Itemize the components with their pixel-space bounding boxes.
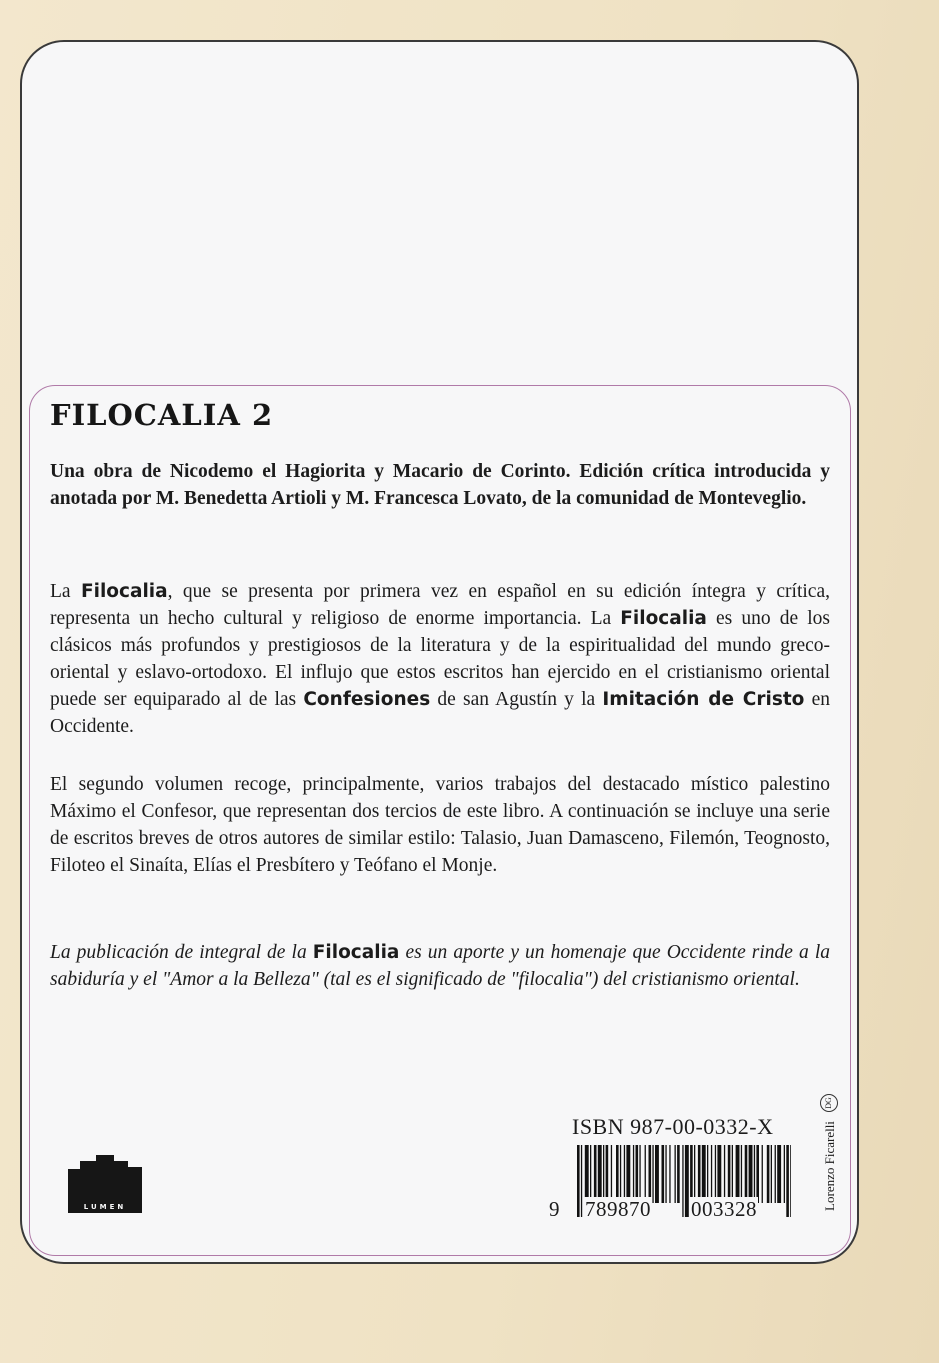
cover-credit [818, 1094, 842, 1218]
barcode-bar [767, 1145, 770, 1203]
barcode-bar [655, 1145, 659, 1203]
barcode-bar [590, 1145, 591, 1203]
barcode-bar [771, 1145, 772, 1203]
barcode-bar [724, 1145, 725, 1203]
barcode-bar [649, 1145, 652, 1203]
p1-text-2: , que se presenta por primera vez en español en su edición íntegra y crítica, representa un hecho cultural y religioso de enorme importancia. La [50, 581, 830, 629]
p1-text-4: de san Agustín y la [430, 689, 603, 710]
barcode-bar [732, 1145, 733, 1203]
barcode-bar [694, 1145, 695, 1203]
barcode-bar [784, 1145, 785, 1203]
lumen-logo-text: LUMEN [83, 1203, 127, 1211]
barcode-bar [677, 1145, 680, 1203]
barcode-bar [754, 1145, 755, 1203]
barcode-bar [736, 1145, 740, 1203]
barcode-bar [717, 1145, 721, 1203]
barcode-bar [775, 1145, 776, 1203]
barcode-bar [652, 1145, 653, 1203]
description-paragraph-3 [50, 939, 830, 993]
barcode-bar [669, 1145, 670, 1203]
credit-mark: DG [820, 1094, 838, 1112]
barcode-bar [626, 1145, 630, 1203]
barcode-bar [611, 1145, 612, 1203]
barcode-bar [633, 1145, 634, 1203]
barcode-bar [645, 1145, 646, 1203]
barcode-bar [711, 1145, 712, 1203]
barcode-digits [548, 1197, 798, 1223]
barcode-bar [662, 1145, 665, 1203]
p3-text-2: es un aporte y un homenaje que Occidente rinde a la sabiduría y el "Amor a la Belleza" (tal es el significado de "filocalia") del cristianismo oriental. [50, 942, 830, 990]
description-paragraph-1 [50, 578, 830, 740]
p1-term-filocalia-2: Filocalia [620, 608, 707, 629]
barcode-bar [762, 1145, 763, 1203]
p1-term-confesiones: Confesiones [303, 689, 431, 710]
p1-text-3: es uno de los clásicos más profundos y prestigiosos de la literatura y de la espiritualidad del mundo greco-oriental y eslavo-ortodoxo. El influjo que estos escritos han ejercido en el cristianismo oriental puede ser equiparado al de las [50, 608, 831, 710]
barcode-bar [585, 1145, 589, 1203]
barcode-bar [603, 1145, 604, 1203]
lumen-publisher-logo [68, 1155, 142, 1213]
barcode-digit-first: 9 [549, 1197, 560, 1221]
cover-designer-credit: Lorenzo Ficarelli [822, 1121, 837, 1211]
barcode-bar [715, 1145, 716, 1203]
barcode-digits-group-1: 789870 [585, 1197, 651, 1221]
barcode-bar [707, 1145, 708, 1203]
barcode-bar [777, 1145, 781, 1203]
barcode-bar [616, 1145, 619, 1203]
description-paragraph-2: El segundo volumen recoge, principalmente, varios trabajos del destacado místico palestino Máximo el Confesor, que representan dos tercios de este libro. A continuación se incluye una serie de escritos breves de otros autores de similar estilo: Talasio, Juan Damasceno, Filemón, Teognosto, Filoteo el Sinaíta, Elías el Presbítero y Teófano el Monje. [50, 774, 830, 876]
isbn-number: ISBN 987-00-0332-X [572, 1114, 774, 1139]
barcode-bar [698, 1145, 701, 1203]
p1-term-filocalia: Filocalia [80, 581, 168, 602]
barcode-bar [756, 1145, 759, 1203]
book-subtitle: Una obra de Nicodemo el Hagiorita y Macario de Corinto. Edición crítica introducida y anotada por M. Benedetta Artioli y M. Francesca Lovato, de la comunidad de Monteveglio. [50, 461, 830, 509]
barcode-bar [749, 1145, 753, 1203]
p3-text-1: La publicación de integral de la [50, 942, 313, 963]
p3-term-filocalia: Filocalia [312, 942, 400, 963]
barcode-bar [620, 1145, 621, 1203]
barcode-bar [606, 1145, 609, 1203]
barcode-bar [665, 1145, 666, 1203]
barcode-bar [624, 1145, 625, 1203]
barcode-digits-group-2: 003328 [691, 1197, 757, 1221]
barcode-bar [639, 1145, 640, 1203]
book-title: FILOCALIA 2 [50, 398, 274, 432]
barcode-bar [745, 1145, 748, 1203]
barcode-bar [675, 1145, 676, 1203]
barcode-bar [728, 1145, 731, 1203]
p1-term-imitacion: Imitación de Cristo [602, 689, 805, 710]
barcode-bar [690, 1145, 693, 1203]
barcode-bar [741, 1145, 742, 1203]
barcode-bar [702, 1145, 706, 1203]
barcode-bar [598, 1145, 602, 1203]
barcode-bar [636, 1145, 639, 1203]
p1-text-1: La [50, 581, 81, 602]
barcode-bar [594, 1145, 597, 1203]
p1-text-5: en Occidente. [50, 689, 831, 737]
